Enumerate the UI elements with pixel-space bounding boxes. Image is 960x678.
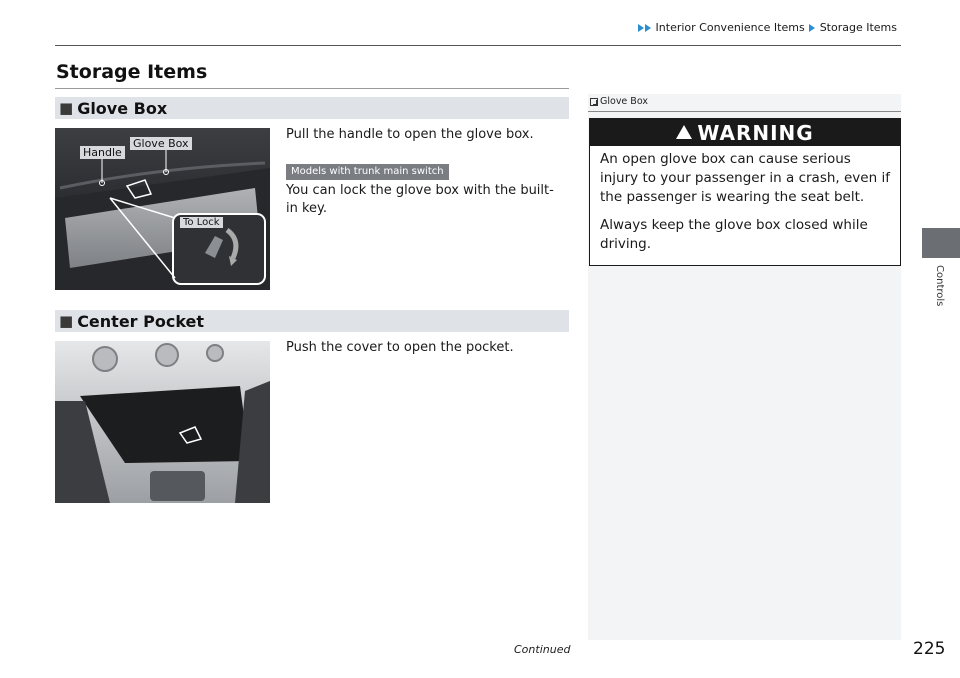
breadcrumb-arrow-icon (809, 24, 816, 32)
photo-label-handle: Handle (80, 146, 125, 159)
section-heading: Glove Box (77, 98, 168, 118)
chapter-tab-label: Controls (934, 265, 945, 307)
photo-label-to-lock: To Lock (180, 217, 223, 228)
breadcrumb-item[interactable]: Storage Items (819, 21, 897, 34)
square-bullet-icon: ■ (59, 99, 74, 117)
warning-paragraph: Always keep the glove box closed while driving. (600, 217, 868, 252)
reference-icon (590, 98, 598, 106)
warning-title: WARNING (697, 120, 814, 145)
photo-label-glove-box: Glove Box (130, 137, 192, 150)
reference-title (590, 96, 648, 107)
warning-paragraph: An open glove box can cause serious injury to your passenger in a crash, even if the passenger is wearing the seat belt. (600, 151, 890, 205)
glove-box-lock-note: You can lock the glove box with the built-in key. (286, 183, 554, 216)
section-header-center-pocket (55, 310, 569, 332)
reference-title-text: Glove Box (600, 96, 648, 107)
header-divider (55, 45, 901, 46)
glove-box-instruction: Pull the handle to open the glove box. (286, 127, 534, 142)
warning-body (590, 146, 900, 254)
section-header-glove-box (55, 97, 569, 119)
breadcrumb-item[interactable]: Interior Convenience Items (655, 21, 805, 34)
warning-box (589, 118, 901, 266)
center-pocket-photo (55, 341, 270, 503)
page-number: 225 (913, 639, 946, 659)
warning-header (590, 119, 900, 146)
title-divider (55, 88, 569, 89)
chapter-tab[interactable] (922, 228, 960, 258)
warning-triangle-icon (676, 125, 692, 139)
page-title: Storage Items (56, 61, 208, 83)
center-pocket-instruction: Push the cover to open the pocket. (286, 340, 514, 355)
section-heading: Center Pocket (77, 311, 205, 331)
model-tag: Models with trunk main switch (286, 164, 449, 180)
square-bullet-icon: ■ (59, 312, 74, 330)
reference-divider (588, 111, 901, 112)
continued-label: Continued (514, 643, 571, 656)
breadcrumb (638, 21, 901, 34)
breadcrumb-arrow-icon (638, 24, 652, 32)
